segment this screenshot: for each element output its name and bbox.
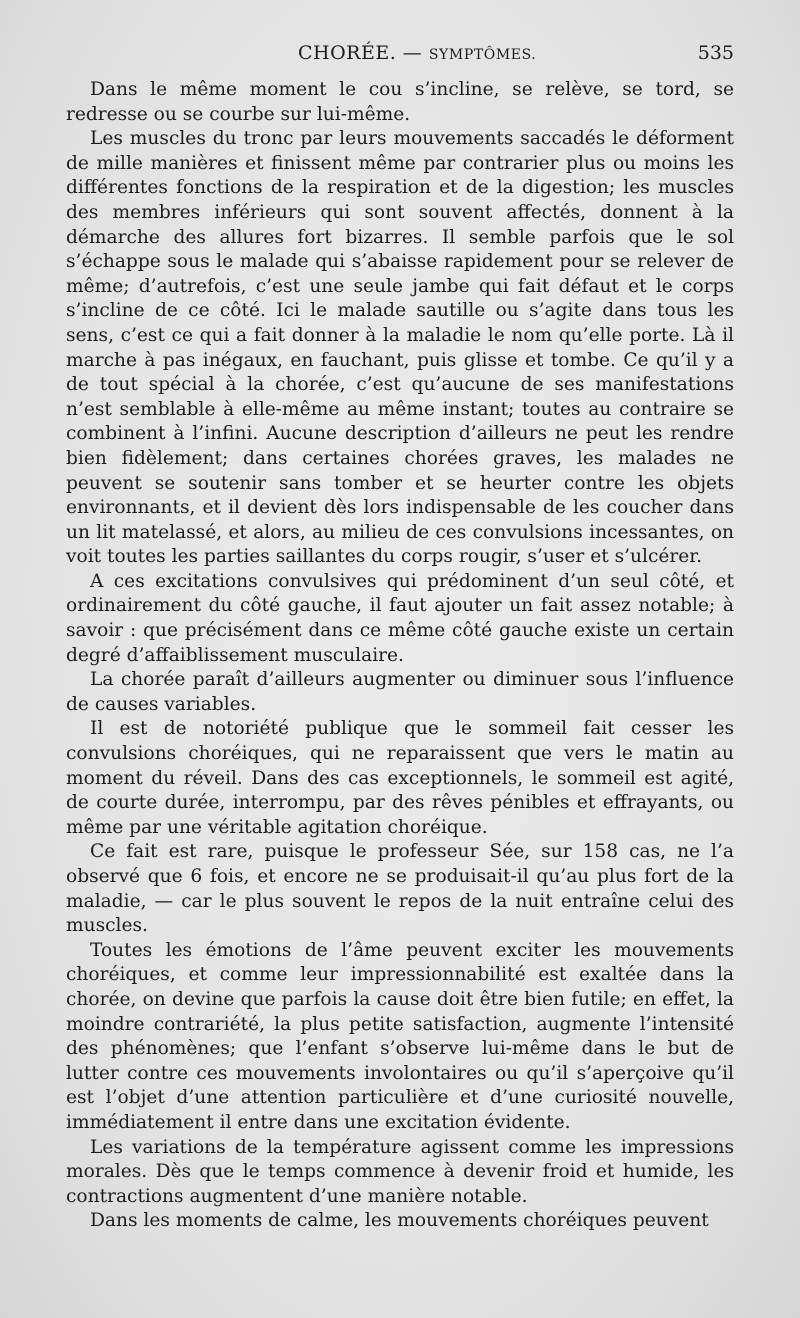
- paragraph: Dans le même moment le cou s’incline, se relève, se tord, se redresse ou se courbe sur lui-même.: [66, 79, 734, 125]
- running-title: [298, 42, 536, 64]
- paragraph: Les muscles du tronc par leurs mouvements saccadés le déforment de mille manières et finissent même par contrarier plus ou moins les différentes fonctions de la respiration et de la digestion; les muscles des membres inférieurs qui sont souvent affectés, donnent à la démarche des allures fort bizarres. Il semble parfois que le sol s’échappe sous le malade qui s’abaisse rapidement pour se relever de même; d’autrefois, c’est une seule jambe qui fait défaut et le corps s’incline de ce côté. Ici le malade sautille ou s’agite dans tous les sens, c’est ce qui a fait donner à la maladie le nom qu’elle porte. Là il marche à pas inégaux, en fauchant, puis glisse et tombe. Ce qu’il y a de tout spécial à la chorée, c’est qu’aucune de ses manifestations n’est semblable à elle-même au même instant; toutes au contraire se combinent à l’infini. Aucune description d’ailleurs ne peut les rendre bien fidèlement; dans certaines chorées graves, les malades ne peuvent se soutenir sans tomber et se heurter contre les objets environnants, et il devient dès lors indispensable de les coucher dans un lit matelassé, et alors, au milieu de ces convulsions incessantes, on voit toutes les parties saillantes du corps rougir, s’user et s’ulcérer.: [66, 128, 734, 568]
- paragraph: La chorée paraît d’ailleurs augmenter ou diminuer sous l’influence de causes variables.: [66, 669, 734, 715]
- section-title: SYMPTÔMES.: [428, 47, 537, 63]
- chapter-title: CHORÉE. —: [298, 42, 423, 64]
- paragraph: Toutes les émotions de l’âme peuvent exciter les mouvements choréiques, et comme leur impressionnabilité est exaltée dans la chorée, on devine que parfois la cause doit être bien futile; en effet, la moindre contrariété, la plus petite satisfaction, augmente l’intensité des phénomènes; que l’enfant s’observe lui-même dans le but de lutter contre ces mouvements involontaires ou qu’il s’aperçoive qu’il est l’objet d’une attention particulière et d’une curiosité nouvelle, immédiatement il entre dans une excitation évidente.: [66, 939, 734, 1133]
- body-text: [66, 78, 734, 1234]
- paragraph: Dans les moments de calme, les mouvements choréiques peuvent: [90, 1210, 709, 1232]
- paragraph: Les variations de la température agissent comme les impressions morales. Dès que le temps commence à devenir froid et humide, les contractions augmentent d’une manière notable.: [66, 1136, 734, 1207]
- paragraph: A ces excitations convulsives qui prédominent d’un seul côté, et ordinairement du côté gauche, il faut ajouter un fait assez notable; à savoir : que précisément dans ce même côté gauche existe un certain degré d’affaiblissement musculaire.: [66, 570, 734, 666]
- paragraph: Il est de notoriété publique que le sommeil fait cesser les convulsions choréiques, qui ne reparaissent que vers le matin au moment du réveil. Dans des cas exceptionnels, le sommeil est agité, de courte durée, interrompu, par des rêves pénibles et effrayants, ou même par une véritable agitation choréique.: [66, 718, 734, 838]
- running-header: [66, 42, 734, 72]
- page-number: 535: [697, 42, 734, 64]
- paragraph: Ce fait est rare, puisque le professeur Sée, sur 158 cas, ne l’a observé que 6 fois, et encore ne se produisait-il qu’au plus fort de la maladie, — car le plus souvent le repos de la nuit entraîne celui des muscles.: [66, 841, 734, 937]
